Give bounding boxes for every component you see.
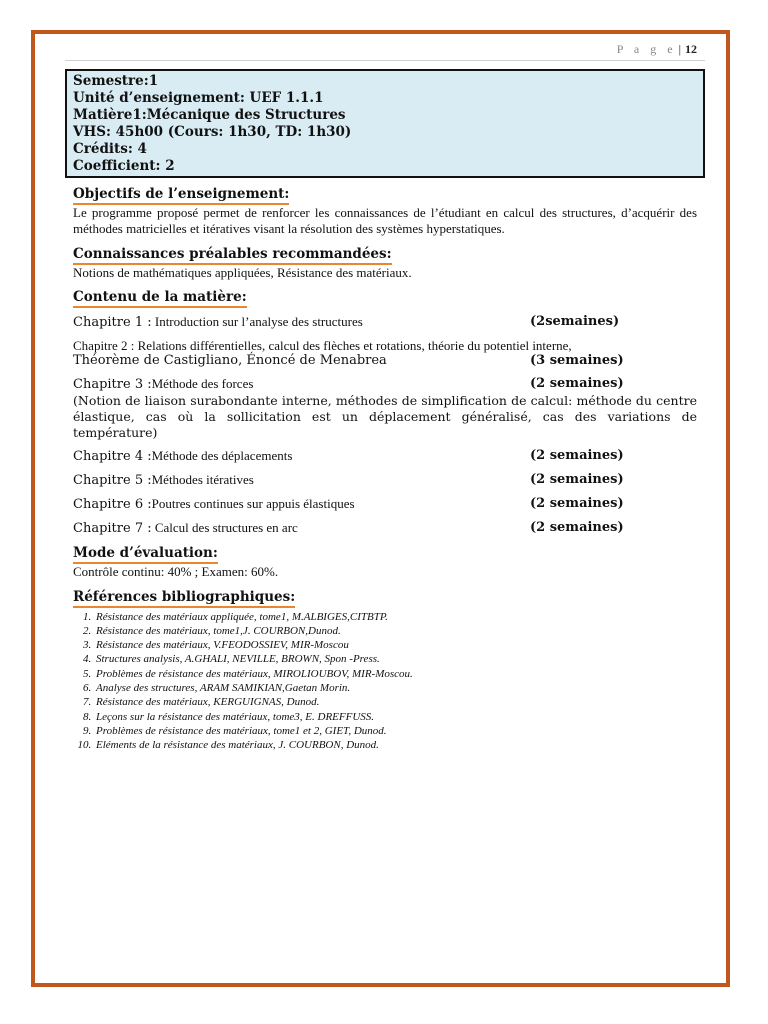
reference-item: 2. Résistance des matériaux, tome1,J. COURBON,Dunod. [94, 624, 697, 638]
reference-item: 7. Résistance des matériaux, KERGUIGNAS, Dunod. [94, 695, 697, 709]
chapter-duration: (2 semaines) [530, 496, 624, 511]
chapter-duration: (3 semaines) [530, 353, 624, 368]
chapter-title: Calcul des structures en arc [151, 520, 298, 535]
references-heading: Références bibliographiques: [73, 588, 295, 608]
chapter-3 [73, 376, 697, 441]
references-list [73, 610, 697, 753]
reference-item: 5. Problèmes de résistance des matériaux, MIROLIOUBOV, MIR-Moscou. [94, 667, 697, 681]
objectifs-heading: Objectifs de l’enseignement: [73, 185, 289, 205]
chapter-title: Relations différentielles, calcul des flèches et rotations, théorie du potentiel interne, [134, 337, 572, 353]
chapter-label: Chapitre 7 : [73, 521, 152, 536]
prealables-text: Notions de mathématiques appliquées, Résistance des matériaux. [73, 265, 412, 280]
chapter-duration: (2 semaines) [530, 520, 624, 535]
chapter-1 [73, 314, 697, 331]
chapter-title: Introduction sur l’analyse des structures [151, 313, 363, 329]
page-number [617, 42, 697, 57]
chapter-4 [73, 448, 697, 465]
chapter-label: Chapitre 2 : [73, 337, 135, 353]
evaluation-heading: Mode d’évaluation: [73, 544, 218, 564]
course-info-box [65, 69, 705, 178]
chapter-duration: (2 semaines) [530, 472, 624, 487]
chapter-title: Méthode des forces [151, 376, 254, 391]
reference-item: 4. Structures analysis, A.GHALI, NEVILLE, BROWN, Spon -Press. [94, 652, 697, 666]
reference-item: 6. Analyse des structures, ARAM SAMIKIAN,Gaetan Morin. [94, 681, 697, 695]
chapter-label: Chapitre 6 : [73, 497, 152, 512]
chapter-7 [73, 520, 697, 537]
chapter-title: Poutres continues sur appuis élastiques [151, 496, 355, 511]
evaluation-text: Contrôle continu: 40% ; Examen: 60%. [73, 564, 279, 579]
contenu-heading: Contenu de la matière: [73, 288, 247, 308]
page-label: P a g e [616, 42, 677, 56]
prealables-heading: Connaissances préalables recommandées: [73, 245, 392, 265]
reference-item: 10. Eléments de la résistance des matériaux, J. COURBON, Dunod. [94, 738, 697, 752]
chapter-2 [73, 338, 697, 370]
header-rule [65, 60, 705, 61]
chapter-label: Chapitre 5 : [73, 473, 152, 488]
document-body [73, 183, 697, 752]
semestre: Semestre:1 [73, 73, 159, 89]
chapter-duration: (2semaines) [530, 313, 620, 329]
reference-item: 3. Résistance des matériaux, V.FEODOSSIEV, MIR-Moscou [94, 638, 697, 652]
chapter-6 [73, 496, 697, 513]
reference-item: 8. Leçons sur la résistance des matériaux, tome3, E. DREFFUSS. [94, 710, 697, 724]
chapter-duration: (2 semaines) [530, 376, 624, 391]
chapter-label: Chapitre 1 : [73, 314, 152, 330]
chapter-title: Méthode des déplacements [151, 448, 293, 463]
chapter-duration: (2 semaines) [530, 448, 624, 463]
coefficient: Coefficient: 2 [73, 158, 175, 174]
chapter-title: Méthodes itératives [151, 472, 254, 487]
page-separator: | [678, 42, 681, 56]
vhs: VHS: 45h00 (Cours: 1h30, TD: 1h30) [73, 124, 352, 140]
chapter-note: (Notion de liaison surabondante interne, méthodes de simplification de calcul: méthode du centre élastique, cas où la sollicitation est un déplacement généralisé, cas des variations de température) [73, 393, 697, 440]
reference-item: 9. Problèmes de résistance des matériaux, tome1 et 2, GIET, Dunod. [94, 724, 697, 738]
page-number-value: 12 [685, 42, 697, 56]
chapter-label: Chapitre 4 : [73, 449, 152, 464]
unite: Unité d’enseignement: UEF 1.1.1 [73, 90, 324, 106]
chapter-5 [73, 472, 697, 489]
chapter-title-continued: Théorème de Castigliano, Énoncé de Menabrea [73, 353, 387, 368]
matiere: Matière1:Mécanique des Structures [73, 107, 346, 123]
reference-item: 1. Résistance des matériaux appliquée, tome1, M.ALBIGES,CITBTP. [94, 610, 697, 624]
chapter-label: Chapitre 3 : [73, 377, 152, 392]
objectifs-text: Le programme proposé permet de renforcer les connaissances de l’étudiant en calcul des structures, d’acquérir des méthodes matricielles et itératives visant la résolution des systèmes hyperstatiques. [73, 205, 697, 236]
credits: Crédits: 4 [73, 141, 147, 157]
